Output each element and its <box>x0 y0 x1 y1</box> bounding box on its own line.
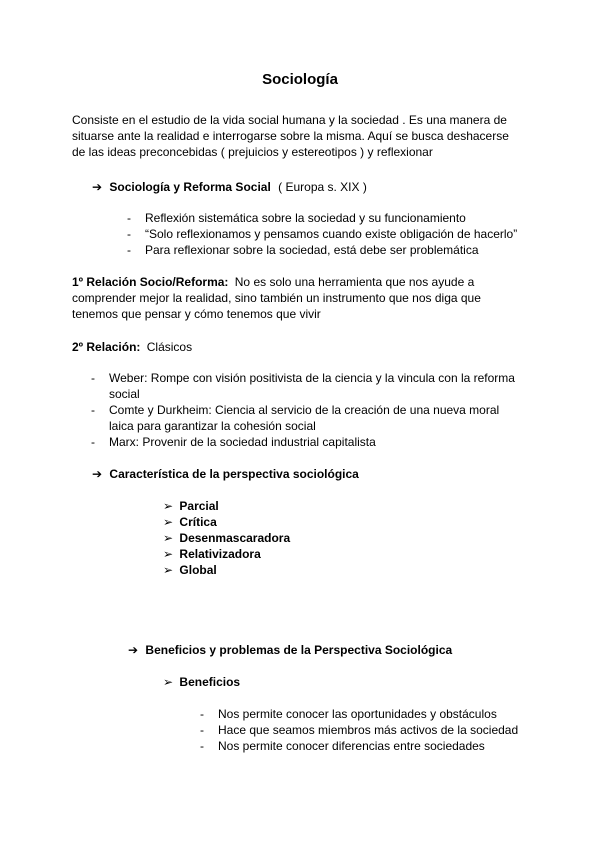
relacion1-line <box>72 274 474 290</box>
dash-bullet: - <box>91 403 95 417</box>
intro-line: de las ideas preconcebidas ( prejuicios y estereotipos ) y reflexionar <box>72 145 433 159</box>
arrowhead-bullet-icon: ➢ <box>163 515 174 529</box>
list-item: Marx: Provenir de la sociedad industrial capitalista <box>109 435 376 449</box>
list-item <box>163 546 261 562</box>
list-item: “Solo reflexionamos y pensamos cuando existe obligación de hacerlo” <box>145 227 518 241</box>
list-item: Comte y Durkheim: Ciencia al servicio de la creación de una nueva moral <box>109 403 500 417</box>
list-item-continuation: laica para garantizar la cohesión social <box>109 419 316 433</box>
dash-bullet: - <box>200 723 204 737</box>
page-title: Sociología <box>262 71 338 88</box>
list-item-label: Global <box>179 563 217 577</box>
list-item <box>163 530 290 546</box>
section2-heading-row <box>92 466 359 482</box>
intro-line: situarse ante la realidad e interrogarse sobre la misma. Aquí se busca deshacerse <box>72 129 509 143</box>
list-item: Nos permite conocer diferencias entre sociedades <box>218 739 485 753</box>
list-item <box>163 514 217 530</box>
relacion1-label: 1º Relación Socio/Reforma: <box>72 275 229 289</box>
list-item: Para reflexionar sobre la sociedad, está debe ser problemática <box>145 243 479 257</box>
dash-bullet: - <box>127 211 131 225</box>
arrow-bullet-icon: ➔ <box>92 467 103 481</box>
dash-bullet: - <box>127 243 131 257</box>
dash-bullet: - <box>127 227 131 241</box>
list-item-label: Desenmascaradora <box>179 531 291 545</box>
list-item: Nos permite conocer las oportunidades y obstáculos <box>218 707 497 721</box>
list-item-label: Crítica <box>179 515 217 529</box>
dash-bullet: - <box>200 739 204 753</box>
section3-heading: Beneficios y problemas de la Perspectiva Sociológica <box>145 643 453 657</box>
relacion1-line: tenemos que pensar y cómo tenemos que vivir <box>72 307 321 321</box>
arrowhead-bullet-icon: ➢ <box>163 563 174 577</box>
section1-note: ( Europa s. XIX ) <box>278 180 367 194</box>
section3-subheading-row <box>163 674 240 690</box>
section1-heading: Sociología y Reforma Social <box>109 180 271 194</box>
arrow-bullet-icon: ➔ <box>92 180 103 194</box>
list-item: Reflexión sistemática sobre la sociedad y su funcionamiento <box>145 211 466 225</box>
arrowhead-bullet-icon: ➢ <box>163 531 174 545</box>
list-item <box>163 498 219 514</box>
list-item-label: Relativizadora <box>179 547 261 561</box>
arrowhead-bullet-icon: ➢ <box>163 499 174 513</box>
dash-bullet: - <box>91 371 95 385</box>
list-item-label: Parcial <box>179 499 219 513</box>
list-item: Hace que seamos miembros más activos de la sociedad <box>218 723 519 737</box>
section3-subheading: Beneficios <box>179 675 241 689</box>
arrow-bullet-icon: ➔ <box>128 643 139 657</box>
arrowhead-bullet-icon: ➢ <box>163 547 174 561</box>
arrowhead-bullet-icon: ➢ <box>163 675 174 689</box>
dash-bullet: - <box>200 707 204 721</box>
dash-bullet: - <box>91 435 95 449</box>
list-item <box>163 562 217 578</box>
relacion2-label: 2º Relación: <box>72 340 141 354</box>
section1-heading-row <box>92 179 367 195</box>
relacion2-text: Clásicos <box>146 340 193 354</box>
list-item: Weber: Rompe con visión positivista de la ciencia y la vincula con la reforma <box>109 371 515 385</box>
section2-heading: Característica de la perspectiva sociológica <box>109 467 359 481</box>
relacion2-line <box>72 339 192 355</box>
relacion1-text: No es solo una herramienta que nos ayude a <box>234 275 475 289</box>
list-item-continuation: social <box>109 387 140 401</box>
relacion1-line: comprender mejor la realidad, sino también un instrumento que nos diga que <box>72 291 481 305</box>
intro-line: Consiste en el estudio de la vida social humana y la sociedad . Es una manera de <box>72 113 507 127</box>
section3-heading-row <box>128 642 452 658</box>
